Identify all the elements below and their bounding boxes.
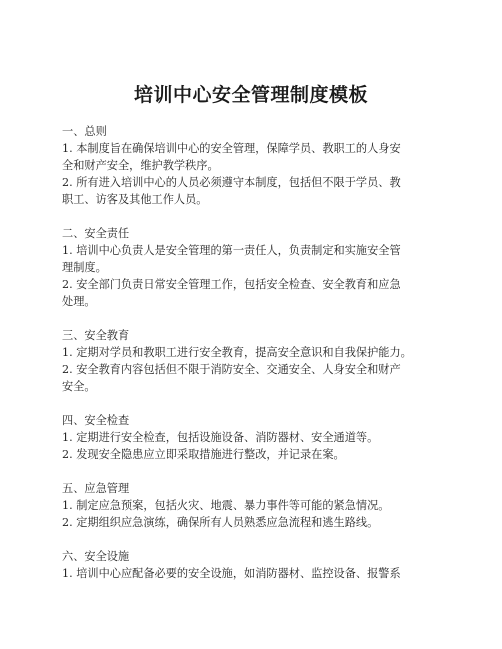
section-line: 1. 定期对学员和教职工进行安全教育，提高安全意识和自我保护能力。 xyxy=(62,346,412,359)
section-line: 2. 安全教育内容包括但不限于消防安全、交通安全、人身安全和财产 xyxy=(62,363,401,376)
section-line: 1. 培训中心应配备必要的安全设施，如消防器材、监控设备、报警系 xyxy=(62,567,401,580)
section-line: 1. 培训中心负责人是安全管理的第一责任人，负责制定和实施安全管 xyxy=(62,244,401,257)
section-line: 1. 本制度旨在确保培训中心的安全管理，保障学员、教职工的人身安 xyxy=(62,142,401,155)
section xyxy=(62,480,457,531)
section-heading: 六、安全设施 xyxy=(62,550,130,563)
section-line: 安全。 xyxy=(62,380,96,393)
section-line: 职工、访客及其他工作人员。 xyxy=(62,193,208,206)
section-heading: 一、总则 xyxy=(62,125,107,138)
section-line: 1. 定期进行安全检查，包括设施设备、消防器材、安全通道等。 xyxy=(62,431,379,444)
section-line: 理制度。 xyxy=(62,261,107,274)
section-heading: 五、应急管理 xyxy=(62,482,130,495)
section xyxy=(62,123,457,208)
section-line: 全和财产安全，维护教学秩序。 xyxy=(62,159,219,172)
document-body xyxy=(62,123,457,599)
section-heading: 四、安全检查 xyxy=(62,414,130,427)
section-line: 处理。 xyxy=(62,295,96,308)
section xyxy=(62,225,457,310)
section xyxy=(62,412,457,463)
section xyxy=(62,548,457,582)
document-title: 培训中心安全管理制度模板 xyxy=(133,84,368,106)
section-heading: 三、安全教育 xyxy=(62,329,130,342)
section-line: 2. 安全部门负责日常安全管理工作，包括安全检查、安全教育和应急 xyxy=(62,278,401,291)
section-line: 2. 定期组织应急演练，确保所有人员熟悉应急流程和逃生路线。 xyxy=(62,516,379,529)
section xyxy=(62,327,457,395)
section-line: 2. 所有进入培训中心的人员必须遵守本制度，包括但不限于学员、教 xyxy=(62,176,401,189)
section-line: 2. 发现安全隐患应立即采取措施进行整改，并记录在案。 xyxy=(62,448,345,461)
section-heading: 二、安全责任 xyxy=(62,227,130,240)
section-line: 1. 制定应急预案，包括火灾、地震、暴力事件等可能的紧急情况。 xyxy=(62,499,390,512)
